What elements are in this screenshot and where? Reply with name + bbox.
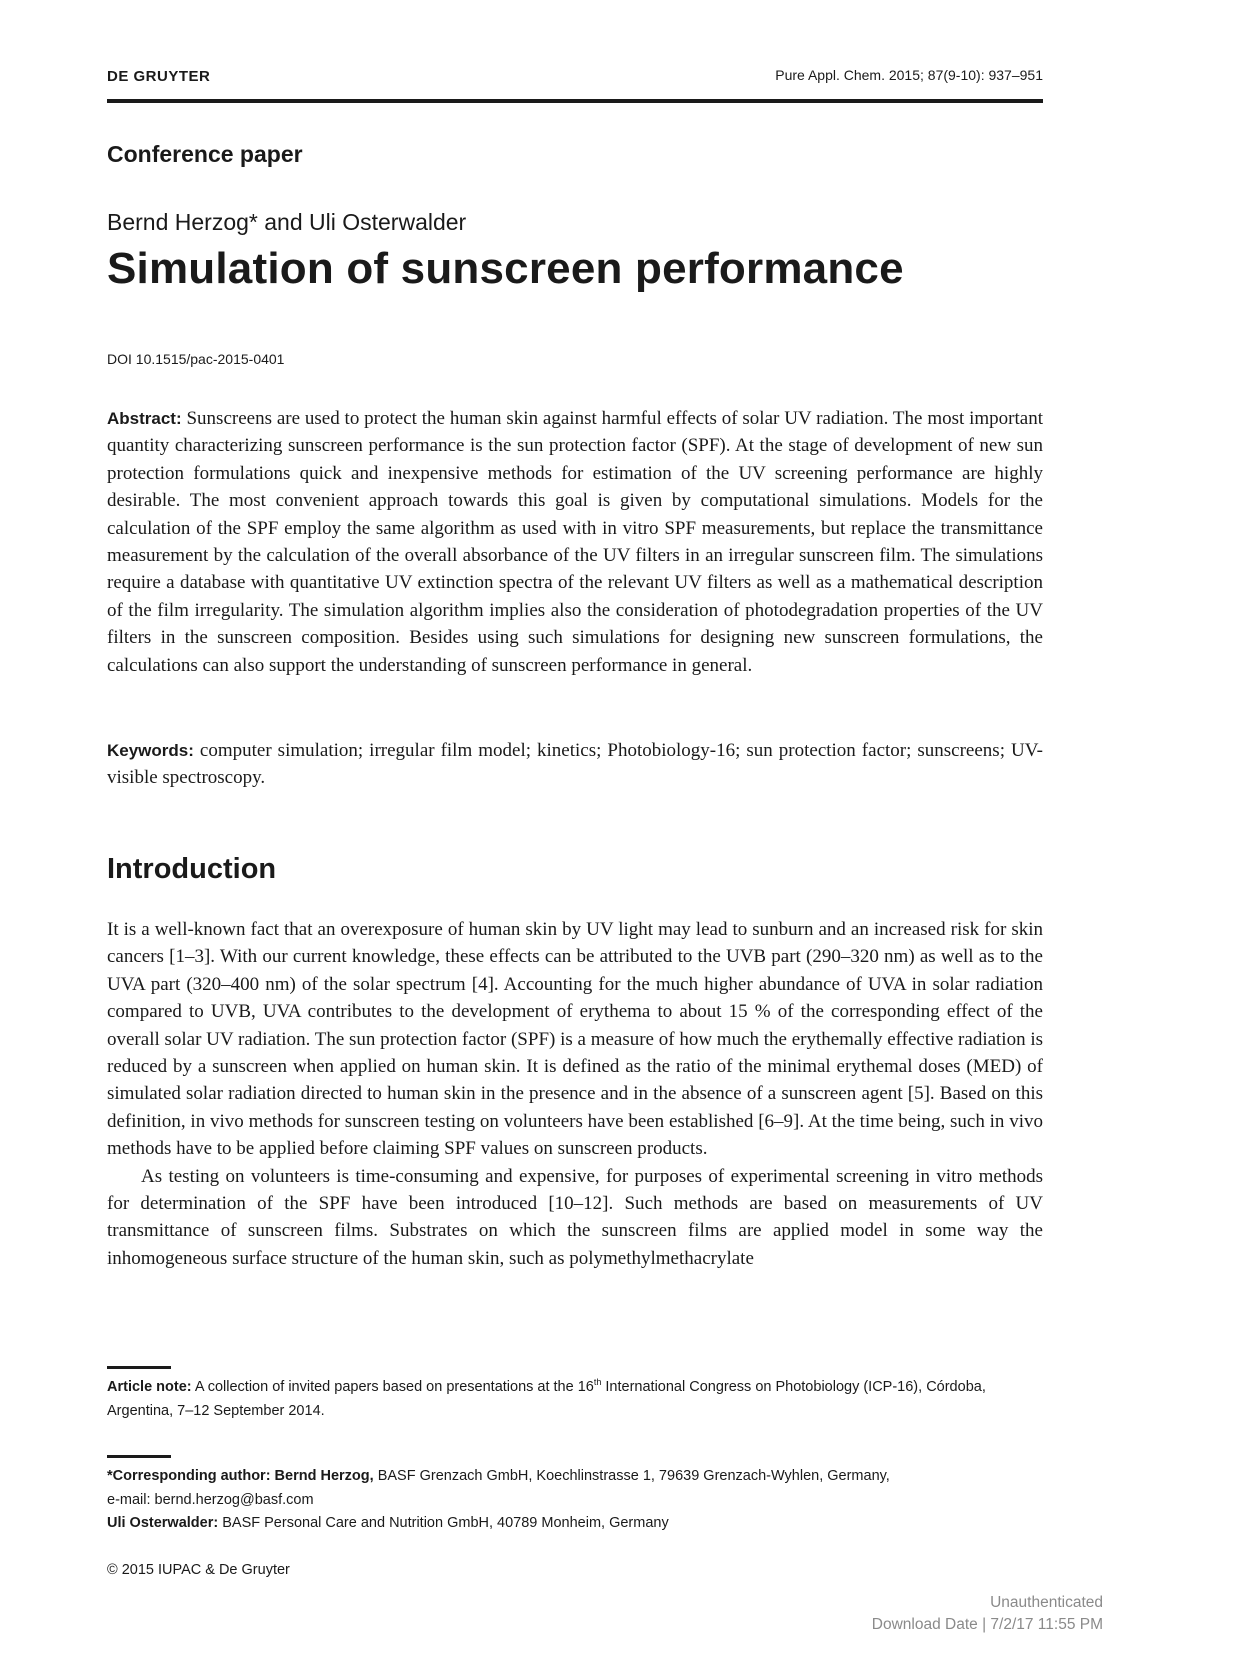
running-header	[107, 64, 1043, 88]
abstract-label: Abstract:	[107, 409, 182, 428]
keywords	[107, 737, 1043, 792]
article-note-text-cont: International Congress on Photobiology (ICP-16), Córdoba, Argentina, 7–12 September 2014.	[107, 1379, 986, 1419]
article-note	[107, 1376, 1043, 1423]
introduction-body	[107, 916, 1043, 1272]
second-author	[107, 1512, 1043, 1536]
keywords-text: computer simulation; irregular film model; kinetics; Photobiology-16; sun protection factor; sunscreens; UV-visible spectroscopy.	[107, 740, 1043, 789]
copyright: © 2015 IUPAC & De Gruyter	[107, 1562, 290, 1578]
footnote-rule	[107, 1366, 171, 1369]
corresponding-author	[107, 1465, 1043, 1489]
header-rule	[107, 99, 1043, 103]
download-date-watermark: Download Date | 7/2/17 11:55 PM	[871, 1616, 1103, 1633]
second-author-address: BASF Personal Care and Nutrition GmbH, 40789 Monheim, Germany	[222, 1515, 669, 1531]
author-email[interactable]: e-mail: bernd.herzog@basf.com	[107, 1491, 314, 1508]
article-note-label: Article note:	[107, 1379, 192, 1395]
article-type: Conference paper	[107, 141, 303, 167]
abstract-text: Sunscreens are used to protect the human skin against harmful effects of solar UV radiation. The most important quantity characterizing sunscreen performance is the sun protection factor (SPF). At the stage of development of new sun protection formulations quick and inexpensive methods for estimation of the UV screening performance are highly desirable. The most convenient approach towards this goal is given by computational simulations. Models for the calculation of the SPF employ the same algorithm as used with in vitro SPF measurements, but replace the transmittance measurement by the calculation of the overall absorbance of the UV filters in an irregular sunscreen film. The simulations require a database with quantitative UV extinction spectra of the relevant UV filters as well as a mathematical description of the film irregularity. The simulation algorithm implies also the consideration of photodegradation properties of the UV filters in the sunscreen composition. Besides using such simulations for designing new sunscreen formulations, the calculations can also support the understanding of sunscreen performance in general.	[107, 408, 1043, 676]
keywords-label: Keywords:	[107, 741, 194, 760]
corresponding-author-address: BASF Grenzach GmbH, Koechlinstrasse 1, 79639 Grenzach-Wyhlen, Germany,	[377, 1468, 890, 1484]
publisher-logo: DE GRUYTER	[107, 68, 211, 85]
ordinal-suffix: th	[593, 1377, 602, 1388]
author-affiliations	[107, 1465, 1043, 1536]
footnote-rule	[107, 1455, 171, 1458]
paper-title: Simulation of sunscreen performance	[107, 244, 904, 293]
corresponding-author-label: *Corresponding author: Bernd Herzog,	[107, 1468, 374, 1484]
section-heading-introduction: Introduction	[107, 853, 277, 885]
intro-paragraph: It is a well-known fact that an overexposure of human skin by UV light may lead to sunburn and an increased risk for skin cancers [1–3]. With our current knowledge, these effects can be attributed to the UVB part (290–320 nm) as well as to the UVA part (320–400 nm) of the solar spectrum [4]. Accounting for the much higher abundance of UVA in solar radiation compared to UVB, UVA contributes to the development of erythema to about 15 % of the corresponding effect of the overall solar UV radiation. The sun protection factor (SPF) is a measure of how much the erythemally effective radiation is reduced by a sunscreen when applied on human skin. It is defined as the ratio of the minimal erythemal doses (MED) of simulated solar radiation directed to human skin in the presence and in the absence of a sunscreen agent [5]. Based on this definition, in vivo methods for sunscreen testing on volunteers have been established [6–9]. At the time being, such in vivo methods have to be applied before claiming SPF values on sunscreen products.	[107, 919, 1044, 1160]
second-author-label: Uli Osterwalder:	[107, 1515, 219, 1531]
intro-paragraph: As testing on volunteers is time-consuming and expensive, for purposes of experimental screening in vitro methods for determination of the SPF have been introduced [10–12]. Such methods are based on measurements of UV transmittance of sunscreen films. Substrates on which the sunscreen films are applied model in some way the inhomogeneous surface structure of the human skin, such as polymethylmethacrylate	[107, 1165, 1043, 1269]
abstract	[107, 405, 1043, 679]
journal-reference: Pure Appl. Chem. 2015; 87(9-10): 937–951	[775, 67, 1043, 83]
article-note-text: A collection of invited papers based on presentations at the 16	[194, 1379, 594, 1395]
author-list: Bernd Herzog* and Uli Osterwalder	[107, 209, 467, 235]
doi: DOI 10.1515/pac-2015-0401	[107, 351, 285, 367]
access-watermark: Unauthenticated	[990, 1594, 1103, 1611]
